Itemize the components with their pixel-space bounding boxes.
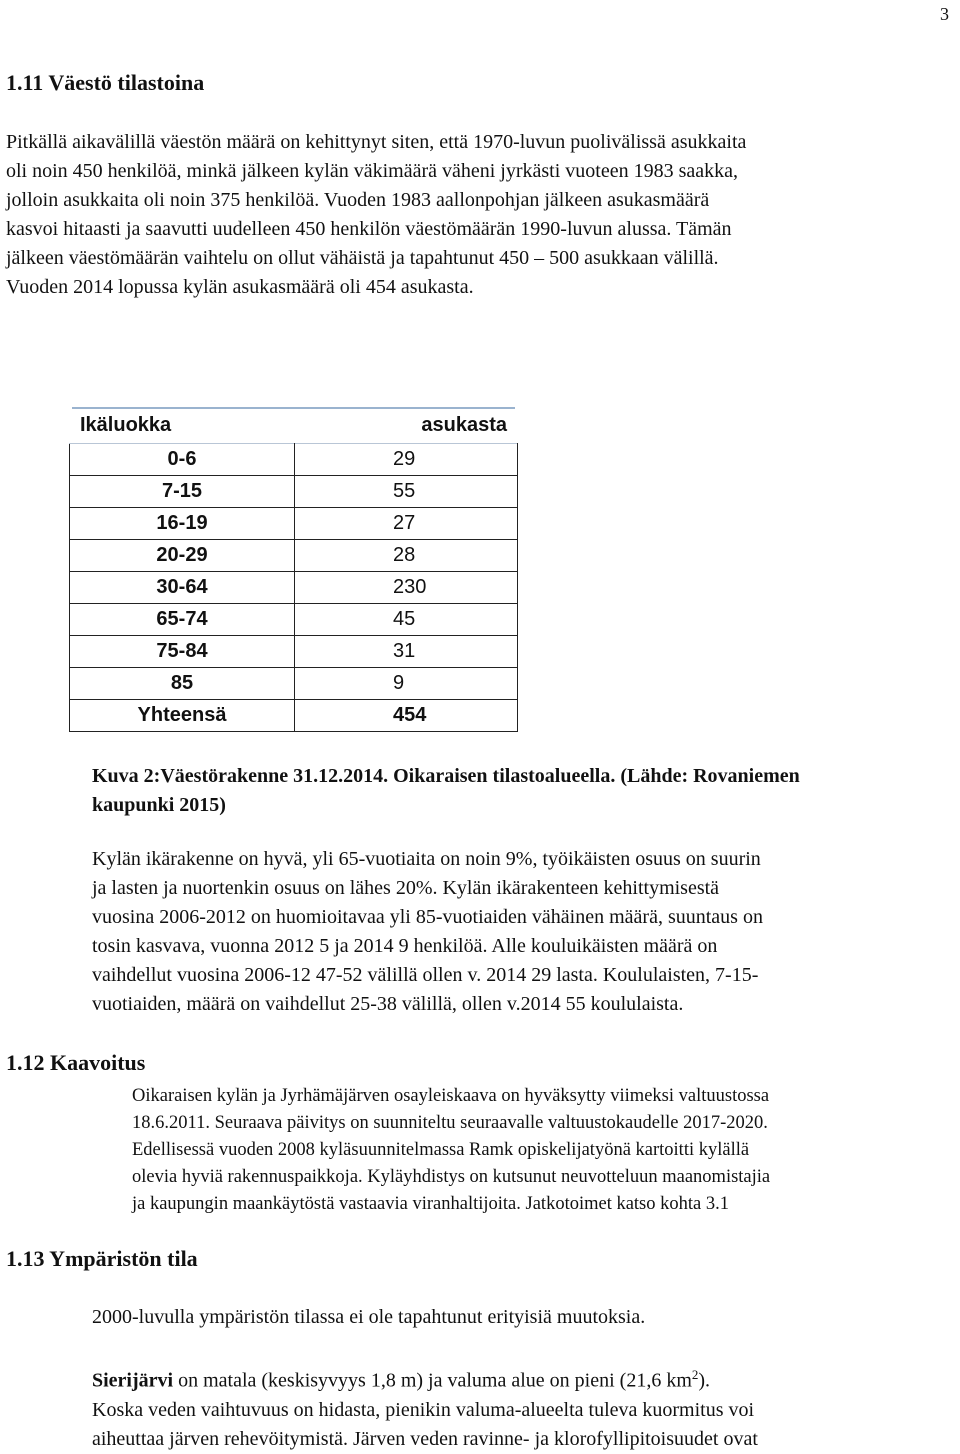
text-line: 18.6.2011. Seuraava päivitys on suunniteltu seuraavalle valtuustokaudelle 2017-2020. (132, 1113, 768, 1133)
text-span: ). (698, 1369, 711, 1392)
caption-line: kaupunki 2015) (92, 794, 226, 816)
count-cell: 31 (295, 636, 518, 668)
text-line: vaihdellut vuosina 2006-12 47-52 välillä ollen v. 2014 29 lasta. Koululaisten, 7-15- (92, 964, 759, 986)
age-cell: 20-29 (70, 540, 295, 572)
text-line: vuotiaiden, määrä on vaihdellut 25-38 välillä, ollen v.2014 55 koululaista. (92, 993, 684, 1015)
text-line: oli noin 450 henkilöä, minkä jälkeen kylän väkimäärä väheni jyrkästi vuoteen 1983 saakka, (6, 160, 739, 182)
text-line: aiheuttaa järven rehevöitymistä. Järven veden ravinne- ja klorofyllipitoisuudet ovat (92, 1427, 758, 1450)
environment-paragraph-1: 2000-luvulla ympäristön tilassa ei ole tapahtunut erityisiä muutoksia. (92, 1306, 646, 1328)
text-line: jälkeen väestömäärän vaihtelu on ollut vähäistä ja tapahtunut 450 – 500 asukkaan välillä. (6, 247, 719, 269)
text-line: kasvoi hitaasti ja saavutti uudelleen 450 henkilön väestömäärän 1990-luvun alussa. Tämän (6, 218, 732, 240)
page-number: 3 (940, 4, 949, 24)
age-cell: 7-15 (70, 476, 295, 508)
text-line: jolloin asukkaita oli noin 375 henkilöä. Vuoden 1983 aallonpohjan jälkeen asukasmäärä (6, 189, 710, 211)
text-line: tosin kasvava, vuonna 2012 5 ja 2014 9 henkilöä. Alle kouluikäisten määrä on (92, 935, 718, 957)
age-structure-table (68, 407, 519, 732)
superscript: 2 (691, 1367, 699, 1382)
text-line: Edellisessä vuoden 2008 kyläsuunnitelmassa Ramk opiskelijatyönä kartoitti kylällä (132, 1140, 750, 1160)
total-value-cell: 454 (295, 700, 518, 732)
text-line: ja lasten ja nuortenkin osuus on lähes 20%. Kylän ikärakenteen kehittymisestä (92, 877, 720, 899)
count-cell: 55 (295, 476, 518, 508)
table-row (70, 508, 518, 540)
section-heading-ymparisto: 1.13 Ympäristön tila (6, 1246, 198, 1271)
figure-caption (92, 762, 932, 820)
text-line: Vuoden 2014 lopussa kylän asukasmäärä oli 454 asukasta. (6, 276, 474, 298)
text-line: Kylän ikärakenne on hyvä, yli 65-vuotiaita on noin 9%, työikäisten osuus on suurin (92, 848, 761, 870)
age-cell: 0-6 (70, 444, 295, 476)
count-cell: 29 (295, 444, 518, 476)
table-row (70, 572, 518, 604)
table-total-row (70, 700, 518, 732)
text-line: vuosina 2006-2012 on huomioitavaa yli 85-vuotiaiden vähäinen määrä, suuntaus on (92, 906, 763, 928)
age-cell: 16-19 (70, 508, 295, 540)
header-residents: asukasta (421, 414, 507, 436)
environment-paragraph-2 (92, 1360, 956, 1454)
text-span: on matala (keskisyvyys 1,8 m) ja valuma alue on pieni (21,6 km (173, 1369, 692, 1392)
age-cell: 85 (70, 668, 295, 700)
caption-source: (Lähde: Rovaniemen (615, 765, 800, 787)
table-row (70, 540, 518, 572)
text-line: Oikaraisen kylän ja Jyrhämäjärven osayleiskaava on hyväksytty viimeksi valtuustossa (132, 1086, 770, 1106)
text-line (92, 1360, 956, 1396)
text-line: olevia hyviä rakennuspaikkoja. Kyläyhdistys on kutsunut neuvotteluun maanomistajia (132, 1167, 771, 1187)
table-row (70, 476, 518, 508)
header-age-group: Ikäluokka (80, 414, 172, 436)
zoning-paragraph (132, 1083, 956, 1218)
count-cell: 28 (295, 540, 518, 572)
lake-name: Sierijärvi (92, 1369, 174, 1392)
count-cell: 9 (295, 668, 518, 700)
caption-bold: Kuva 2:Väestörakenne 31.12.2014. Oikaraisen tilastoalueella. (92, 765, 616, 787)
table-row (70, 604, 518, 636)
total-label-cell: Yhteensä (70, 700, 295, 732)
population-paragraph (6, 128, 956, 302)
text-line: Koska veden vaihtuvuus on hidasta, pienikin valuma-alueelta tuleva kuormitus voi (92, 1398, 755, 1421)
table-row (70, 444, 518, 476)
count-cell: 45 (295, 604, 518, 636)
table-row (70, 668, 518, 700)
age-cell: 65-74 (70, 604, 295, 636)
text-line: ja kaupungin maankäytöstä vastaavia viranhaltijoita. Jatkotoimet katso kohta 3.1 (132, 1194, 729, 1214)
count-cell: 27 (295, 508, 518, 540)
count-cell: 230 (295, 572, 518, 604)
age-table-grid (69, 443, 518, 732)
table-row (70, 636, 518, 668)
section-heading-kaavoitus: 1.12 Kaavoitus (6, 1050, 146, 1075)
age-cell: 75-84 (70, 636, 295, 668)
age-structure-paragraph (92, 845, 956, 1019)
age-cell: 30-64 (70, 572, 295, 604)
caption-line (92, 762, 932, 791)
text-line: Pitkällä aikavälillä väestön määrä on kehittynyt siten, että 1970-luvun puolivälissä asukkaita (6, 131, 747, 153)
table-header (68, 409, 519, 443)
section-heading-vaesto: 1.11 Väestö tilastoina (6, 70, 205, 95)
